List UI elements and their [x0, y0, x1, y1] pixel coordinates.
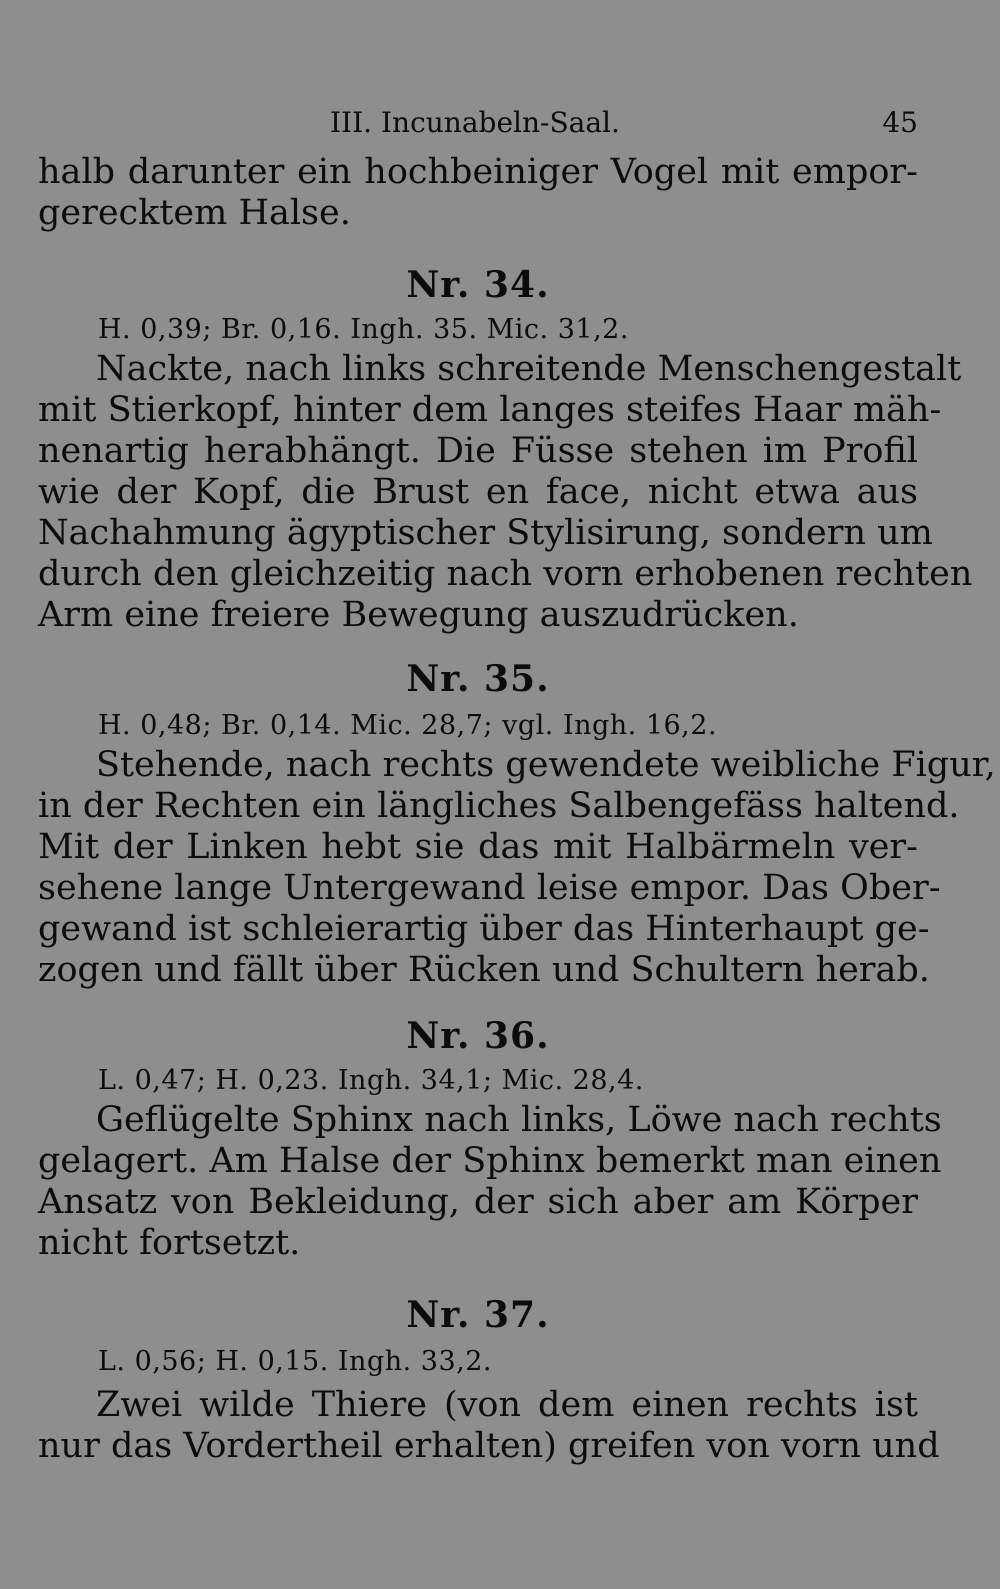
text-line: gerecktem Halse.	[38, 193, 351, 233]
running-header	[38, 100, 918, 152]
page-number: 45	[882, 106, 918, 139]
text-line: nenartig herabhängt. Die Füsse stehen im Profil	[38, 431, 918, 471]
text-line: sehene lange Untergewand leise empor. Das Ober-	[38, 868, 941, 908]
text-line: Geflügelte Sphinx nach links, Löwe nach rechts	[96, 1100, 942, 1140]
text-line: nicht fortsetzt.	[38, 1223, 301, 1263]
entry-text-37	[38, 1385, 940, 1467]
entry-heading-34: Nr. 34.	[406, 264, 550, 306]
text-line: Mit der Linken hebt sie das mit Halbärmeln ver-	[38, 827, 918, 867]
text-line: in der Rechten ein längliches Salbengefäss haltend.	[38, 786, 960, 826]
entry-text-34	[38, 349, 973, 636]
entry-meta-36: L. 0,47; H. 0,23. Ingh. 34,1; Mic. 28,4.	[98, 1065, 644, 1096]
text-line: durch den gleichzeitig nach vorn erhobenen rechten	[38, 554, 973, 594]
text-line: Ansatz von Bekleidung, der sich aber am Körper	[38, 1182, 918, 1222]
document-page	[38, 100, 996, 1467]
text-line: halb darunter ein hochbeiniger Vogel mit empor-	[38, 152, 918, 192]
text-line: mit Stierkopf, hinter dem langes steifes Haar mäh-	[38, 390, 942, 430]
section-title: III. Incunabeln-Saal.	[330, 106, 620, 139]
text-line: gelagert. Am Halse der Sphinx bemerkt man einen	[38, 1141, 942, 1181]
entry-heading-37: Nr. 37.	[406, 1294, 550, 1336]
entry-meta-35: H. 0,48; Br. 0,14. Mic. 28,7; vgl. Ingh. 16,2.	[98, 710, 718, 741]
text-line: Nachahmung ägyptischer Stylisirung, sondern um	[38, 513, 933, 553]
entry-text-36	[38, 1100, 942, 1264]
text-line: Zwei wilde Thiere (von dem einen rechts ist	[96, 1385, 918, 1425]
entry-heading-36: Nr. 36.	[406, 1015, 550, 1057]
entry-meta-34: H. 0,39; Br. 0,16. Ingh. 35. Mic. 31,2.	[98, 314, 629, 345]
text-line: zogen und fällt über Rücken und Schultern herab.	[38, 950, 930, 990]
text-line: wie der Kopf, die Brust en face, nicht etwa aus	[38, 472, 918, 512]
entry-meta-37: L. 0,56; H. 0,15. Ingh. 33,2.	[98, 1346, 492, 1377]
intro-paragraph	[38, 152, 918, 234]
text-line: Stehende, nach rechts gewendete weibliche Figur,	[96, 745, 996, 785]
text-line: gewand ist schleierartig über das Hinterhaupt ge-	[38, 909, 930, 949]
entry-text-35	[38, 745, 996, 991]
entry-heading-35: Nr. 35.	[406, 658, 550, 700]
text-line: Arm eine freiere Bewegung auszudrücken.	[38, 595, 799, 635]
text-line: nur das Vordertheil erhalten) greifen von vorn und	[38, 1426, 940, 1466]
text-line: Nackte, nach links schreitende Menschengestalt	[96, 349, 962, 389]
